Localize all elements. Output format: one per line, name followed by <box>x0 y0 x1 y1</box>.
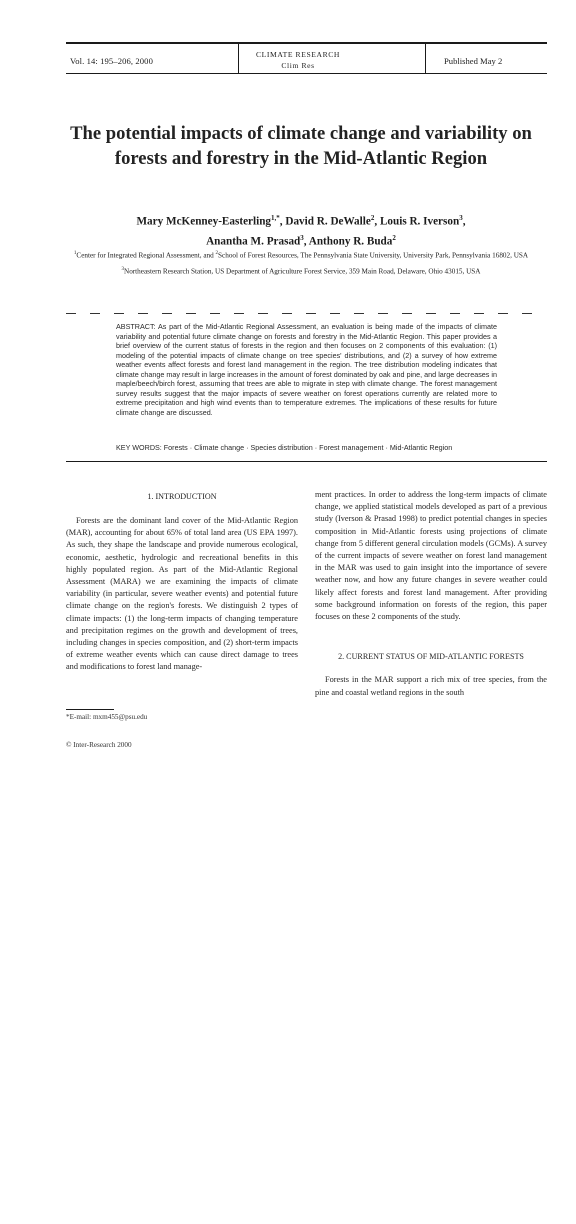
author-sep: , <box>279 215 286 228</box>
header-divider-left <box>238 44 239 73</box>
affiliation-1-2 <box>60 249 542 261</box>
author-5: Anthony R. Buda <box>308 235 393 248</box>
dash-segment <box>210 313 220 314</box>
journal-name <box>244 49 352 71</box>
dash-segment <box>450 313 460 314</box>
section-heading-introduction: 1. INTRODUCTION <box>147 492 217 501</box>
aff-sup: 2 <box>215 251 219 256</box>
affiliation-3 <box>60 265 542 277</box>
keywords-label: KEY WORDS: <box>116 443 162 452</box>
keywords-text: Forests · Climate change · Species distribution · Forest management · Mid-Atlantic Region <box>161 443 453 452</box>
dash-segment <box>234 313 244 314</box>
dash-segment <box>114 313 124 314</box>
dash-segment <box>138 313 148 314</box>
dash-segment <box>522 313 532 314</box>
copyright: © Inter-Research 2000 <box>66 741 132 749</box>
author-sep: , <box>303 235 309 248</box>
dash-segment <box>330 313 340 314</box>
author-2-sup: 2 <box>370 214 375 222</box>
paper-title: The potential impacts of climate change and variability on forests and forestry in the Mid-Atlantic Region <box>70 123 532 169</box>
abstract-label: ABSTRACT: <box>116 322 156 331</box>
footnote-rule <box>66 709 114 710</box>
dash-segment <box>306 313 316 314</box>
affiliations <box>60 249 542 276</box>
paragraph: Forests are the dominant land cover of the Mid-Atlantic Region (MAR), accounting for about 65% of total land area (US EPA 1997). As such, they shape the landscape and provide numerous ecological, economic, aesthetic, hydrologic and recreational benefits in this highly populated region. As part of the Mid-Atlantic Regional Assessment (MARA) we are examining the impacts of climate variability (in particular, severe weather events) and potential future climate change on the region's forests. We distinguish 2 types of climate impacts: (1) the long-term impacts of changing temperature and precipitation regimes on the growth and development of trees, including changes in species composition, and (2) short-term impacts of extreme weather events which can cause direct damage to trees and modifications to forest land manage- <box>66 516 298 672</box>
footnote-email: *E-mail: mxm455@psu.edu <box>66 713 148 721</box>
dash-segment <box>282 313 292 314</box>
journal-abbrev: Clim Res <box>281 61 315 70</box>
author-1-sup: 1,* <box>271 214 280 222</box>
volume-info: Vol. 14: 195–206, 2000 <box>70 56 153 66</box>
dash-segment <box>498 313 508 314</box>
author-5-sup: 2 <box>392 233 396 242</box>
dash-segment <box>66 313 76 314</box>
author-4-sup: 3 <box>300 233 304 242</box>
dash-segment <box>186 313 196 314</box>
header-bottom-rule <box>66 73 547 74</box>
dash-segment <box>402 313 412 314</box>
paragraph: Forests in the MAR support a rich mix of tree species, from the pine and coastal wetland regions in the south <box>315 675 547 697</box>
author-2: David R. DeWalle <box>285 215 371 228</box>
aff-text: School of Forest Resources, The Pennsylvania State University, University Park, Pennsylvania 16802, USA <box>218 251 529 260</box>
author-list: Mary McKenney-Easterling$^{1,*}$, David R. DeWalle$^2$, Louis R. Iverson$^3$, Anantha M. Prasad$^3$, Anthony R. Buda$^2$ <box>136 214 466 248</box>
author-3-sup: 3 <box>459 214 463 222</box>
publication-date: Published May 2 <box>444 56 503 66</box>
aff-sup: 1 <box>73 251 77 256</box>
dash-segment <box>162 313 172 314</box>
aff-sup: 3 <box>121 266 124 272</box>
section-heading-current-status: 2. CURRENT STATUS OF MID-ATLANTIC FORESTS <box>338 652 524 662</box>
abstract-top-dashed-rule <box>66 313 546 317</box>
dash-segment <box>378 313 388 314</box>
author-sep: , <box>374 215 380 228</box>
abstract-bottom-rule <box>66 461 547 462</box>
dash-segment <box>258 313 268 314</box>
introduction-column <box>66 515 298 674</box>
header-divider-right <box>425 44 426 73</box>
header-top-rule <box>66 42 547 44</box>
author-1: Mary McKenney-Easterling <box>136 215 272 228</box>
paragraph: ment practices. In order to address the long-term impacts of climate change, we applied statistical models developed as part of a previous study (Iverson & Prasad 1998) to predict potential changes in species composition in Mid-Atlantic forests using projections of climate change from 5 different general circulation models (GCMs). A survey of the current impacts of severe weather on forest land management in the MAR was used to gain insight into the importance of severe weather now, and how any future changes in severe weather could likely affect forests and forest land management. After providing some background information on forests of the region, this paper focuses on these 2 components of the study. <box>315 490 547 622</box>
abstract <box>116 322 497 417</box>
right-column <box>315 489 547 699</box>
author-4: Anantha M. Prasad <box>206 235 301 248</box>
dash-segment <box>474 313 484 314</box>
author-3: Louis R. Iverson <box>379 215 460 228</box>
aff-text: Northeastern Research Station, US Department of Agriculture Forest Service, 359 Main Road, Delaware, Ohio 43015, USA <box>124 266 481 275</box>
dash-segment <box>354 313 364 314</box>
dash-segment <box>90 313 100 314</box>
aff-text: Center for Integrated Regional Assessment, and <box>76 251 216 260</box>
abstract-text: As part of the Mid-Atlantic Regional Assessment, an evaluation is being made of the impacts of climate variability and potential future climate change on forests and forestry in the Mid-Atlantic Region. This paper provides a brief overview of the current status of forests in the region and then focuses on 2 components of this evaluation: (1) modeling of the potential impacts of climate change on tree species' distributions, and (2) a survey of how extreme weather events affect forests and forest land management in the region. The tree distribution modeling indicates that climate change may result in large increases in the amount of forest dominated by oak and pine, and large decreases in maple/beech/birch forest, assuming that trees are able to migrate in step with climate change. The forest management survey results suggest that the major impacts of severe weather on forest operations currently are related more to extreme precipitation and high wind events than to temperature extremes. The implications of these results for future climate change are discussed. <box>116 322 497 417</box>
journal-title: CLIMATE RESEARCH <box>255 50 341 59</box>
keywords <box>116 443 506 452</box>
dash-segment <box>426 313 436 314</box>
